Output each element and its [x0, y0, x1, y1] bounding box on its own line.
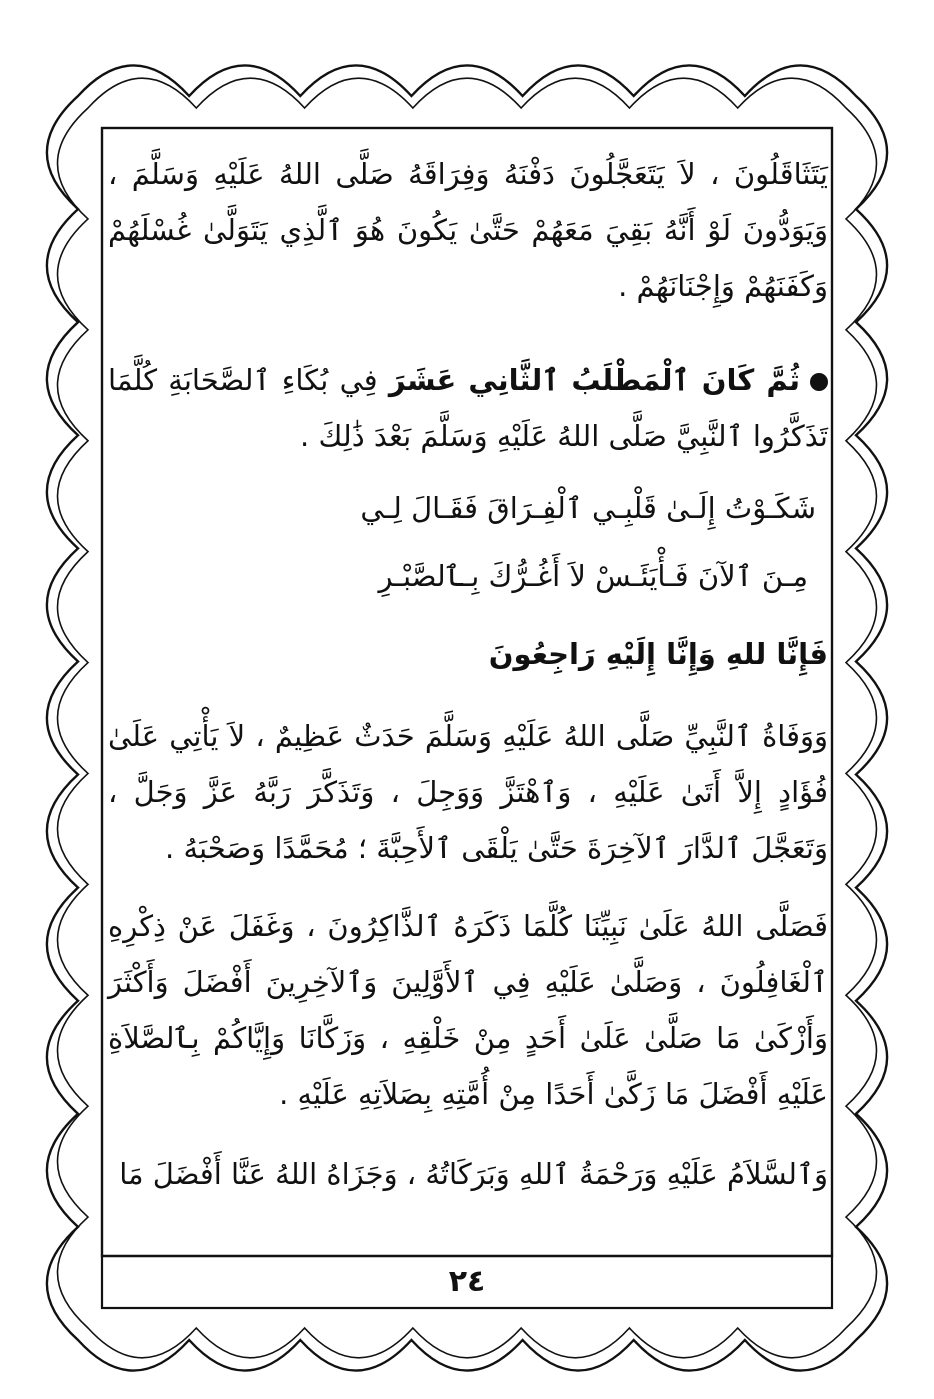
- quranic-heading: فَإِنَّا للهِ وَإِنَّا إِلَيْهِ رَاجِعُونَ: [488, 637, 828, 671]
- section-title-rest: فِي بُكَاءِ ٱلصَّحَابَةِ كُلَّمَا تَذَكَّرُوا ٱلنَّبِيَّ صَلَّى اللهُ عَلَيْهِ وَسَلَّمَ بَعْدَ ذَٰلِكَ .: [108, 363, 828, 453]
- page-number: ٢٤: [448, 1264, 486, 1299]
- verse-line-2: مِـنَ ٱلآنَ فَـأْيَئَـسْ لاَ أَغُـرُّكَ بِـٱلصَّبْـرِ: [378, 559, 808, 593]
- bullet-icon: [810, 373, 828, 391]
- section-title: ثُمَّ كَانَ ٱلْمَطْلَبُ ٱلثَّانِي عَشَرَ: [388, 363, 800, 397]
- paragraph-2: [108, 352, 828, 464]
- paragraph-1: يَتَثَاقَلُونَ ، لاَ يَتَعَجَّلُونَ دَفْنَهُ وَفِرَاقَهُ صَلَّى اللهُ عَلَيْهِ وَسَلَّمَ ، وَيَوَدُّونَ لَوْ أَنَّهُ بَقِيَ مَعَهُمْ حَتَّىٰ يَكُونَ هُوَ ٱلَّذِي يَتَوَلَّىٰ غُسْلَهُمْ وَكَفَنَهُمْ وَإِجْنَانَهُمْ .: [108, 157, 828, 303]
- verse-line-1: شَكَـوْتُ إِلَـىٰ قَلْبِـي ٱلْفِـرَاقَ فَقَـالَ لِـي: [360, 491, 816, 525]
- paragraph-3: وَوَفَاةُ ٱلنَّبِيِّ صَلَّى اللهُ عَلَيْهِ وَسَلَّمَ حَدَثٌ عَظِيمٌ ، لاَ يَأْتِي عَلَىٰ فُؤَادٍ إِلاَّ أَتَىٰ عَلَيْهِ ، وَٱهْتَزَّ وَوَجِلَ ، وَتَذَكَّرَ رَبَّهُ عَزَّ وَجَلَّ ، وَتَعَجَّلَ ٱلدَّارَ ٱلآخِرَةَ حَتَّىٰ يَلْقَى ٱلأَحِبَّةَ ؛ مُحَمَّدًا وَصَحْبَهُ .: [108, 719, 828, 865]
- paragraph-5: وَٱلسَّلاَمُ عَلَيْهِ وَرَحْمَةُ ٱللهِ وَبَرَكَاتُهُ ، وَجَزَاهُ اللهُ عَنَّا أَفْضَلَ مَا: [119, 1157, 828, 1191]
- page-content: [108, 138, 828, 1248]
- paragraph-4: فَصَلَّى اللهُ عَلَىٰ نَبِيِّنَا كُلَّمَا ذَكَرَهُ ٱلذَّاكِرُونَ ، وَغَفَلَ عَنْ ذِكْرِهِ ٱلْغَافِلُونَ ، وَصَلَّىٰ عَلَيْهِ فِي ٱلأَوَّلِينَ وَٱلآخِرِينَ أَفْضَلَ وَأَكْثَرَ وَأَزْكَىٰ مَا صَلَّىٰ عَلَىٰ أَحَدٍ مِنْ خَلْقِهِ ، وَزَكَّانَا وَإِيَّاكُمْ بِٱلصَّلاَةِ عَلَيْهِ أَفْضَلَ مَا زَكَّىٰ أَحَدًا مِنْ أُمَّتِهِ بِصَلاَتِهِ عَلَيْهِ .: [108, 909, 828, 1111]
